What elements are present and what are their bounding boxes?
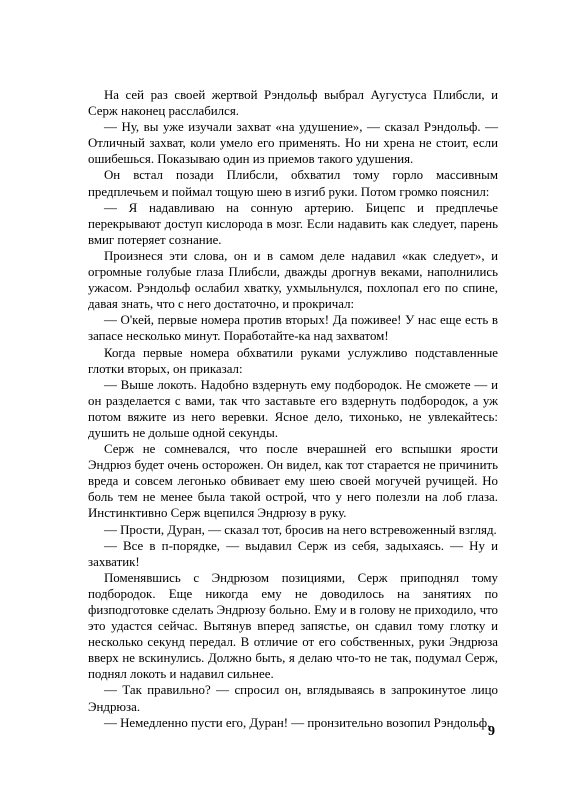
paragraph: Серж не сомневался, что после вчерашней его вспышки ярости Эндрюз будет очень осторожен. Он видел, как тот старается не причинить вреда и совсем легонько обвивает ему шею своей могучей ручищей. Но боль тем не менее была такой острой, что у него полезли на лоб глаза. Инстинктивно Серж вцепился Эндрюзу в руку. (88, 442, 498, 521)
page-number: 9 (488, 724, 495, 739)
paragraph: — Немедленно пусти его, Дуран! — пронзительно возопил Рэндольф. (104, 715, 491, 730)
paragraph: — Прости, Дуран, — сказал тот, бросив на него встревоженный взгляд. (104, 522, 497, 537)
paragraph: Он встал позади Плибсли, обхватил тому горло массивным предплечьем и поймал тощую шею в изгиб руки. Потом громко пояснил: (88, 168, 498, 199)
paragraph: Произнеся эти слова, он и в самом деле надавил «как следует», и огромные голубые глаза Плибсли, дважды дрогнув веками, наполнились ужасом. Рэндольф ослабил хватку, ухмыльнулся, похлопал его по спине, давая знать, что с него достаточно, и прокричал: (88, 248, 498, 312)
paragraph: — Все в п-порядке, — выдавил Серж из себя, задыхаясь. — Ну и захватик! (88, 538, 498, 569)
paragraph: — Я надавливаю на сонную артерию. Бицепс и предплечье перекрывают доступ кислорода в мозг. Если надавить как следует, парень вмиг потеряет сознание. (88, 200, 498, 247)
paragraph: Поменявшись с Эндрюзом позициями, Серж приподнял тому подбородок. Еще никогда ему не доводилось на занятиях по физподготовке сделать Эндрюзу больно. Ему и в голову не приходило, что это удастся сейчас. Вытянув вперед запястье, он сдавил тому глотку и несколько секунд передал. В отличие от его собственных, руки Эндрюза вверх не вскинулись. Должно быть, я делаю что-то не так, подумал Серж, поднял локоть и надавил сильнее. (88, 570, 498, 682)
paragraph: На сей раз своей жертвой Рэндольф выбрал Аугустуса Плибсли, и Серж наконец расслабился. (88, 88, 498, 119)
paragraph: — Ну, вы уже изучали захват «на удушение», — сказал Рэндольф. — Отличный захват, коли умело его применять. Но ни хрена не стоит, если ошибешься. Показываю один из приемов такого удушения. (88, 120, 498, 167)
body-text (88, 87, 498, 731)
paragraph: Когда первые номера обхватили руками услужливо подставленные глотки вторых, он приказал: (88, 345, 498, 376)
paragraph: — Выше локоть. Надобно вздернуть ему подбородок. Не сможете — и он разделается с вами, так что заставьте его вздернуть подбородок, а уж потом вяжите из него веревки. Ясное дело, тихонько, не увлекайтесь: душить не дольше одной секунды. (88, 377, 498, 440)
paragraph: — О'кей, первые номера против вторых! Да поживее! У нас еще есть в запасе несколько минут. Поработайте-ка над захватом! (88, 313, 498, 344)
paragraph: — Так правильно? — спросил он, вглядываясь в запрокинутое лицо Эндрюза. (88, 683, 498, 714)
